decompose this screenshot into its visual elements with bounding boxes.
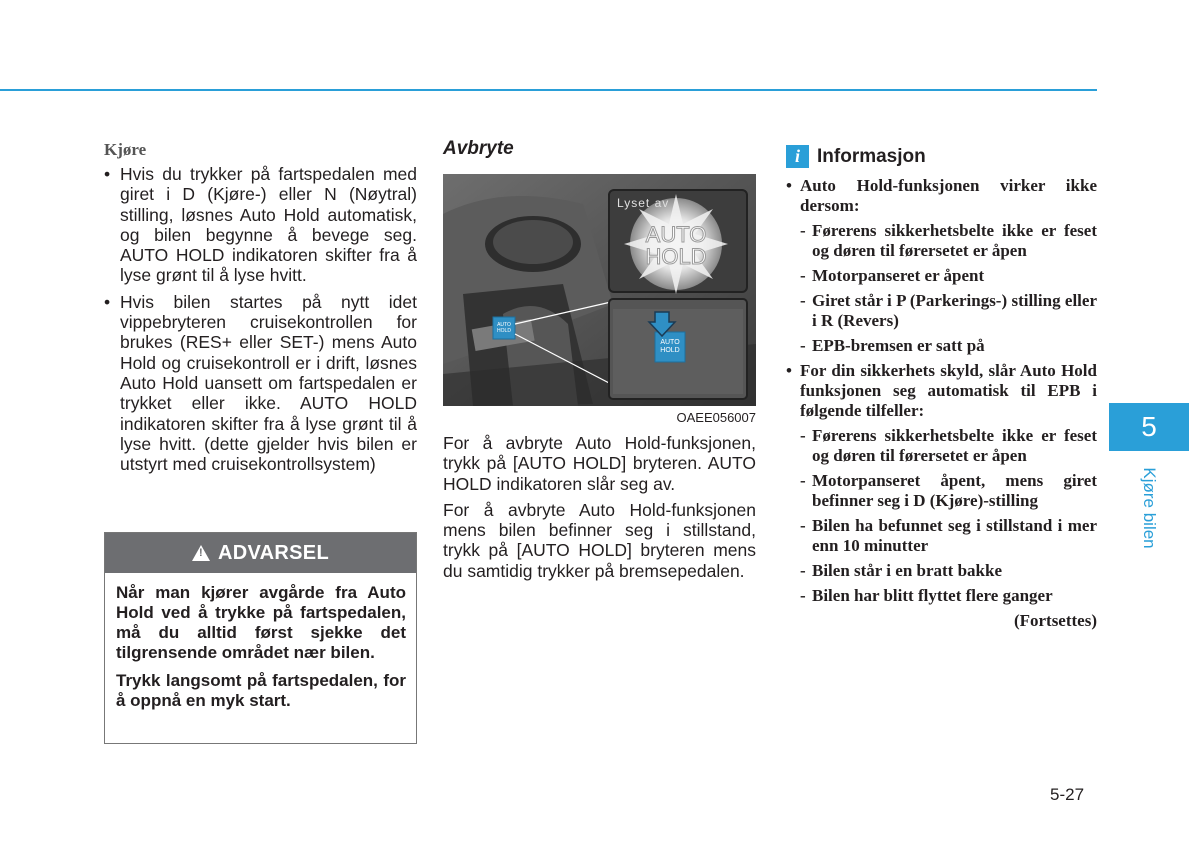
sub-list-item: - Bilen står i en bratt bakke	[800, 561, 1003, 580]
warning-body	[105, 573, 416, 711]
column-right	[786, 145, 1097, 631]
bullet-icon: •	[104, 291, 111, 312]
warning-header	[105, 533, 416, 573]
small-button-label: AUTO	[497, 322, 511, 328]
dash-icon: -	[800, 426, 806, 445]
section-heading-kjore: Kjøre	[104, 140, 147, 159]
paragraph: For å avbryte Auto Hold-funksjonen mens bilen befinner seg i stillstand, trykk på [AUTO HOLD] bryteren mens du samtidig trykker på bremsepedalen.	[443, 499, 756, 581]
dash-icon: -	[800, 471, 806, 490]
list-item: • For din sikkerhets skyld, slår Auto Hold funksjonen seg automatisk til EPB i følgende tilfeller: - Førerens sikkerhetsbelte ikke er feset og døren til førersetet er åpen - Motorpanseret åpent, mens giret befinner seg i D (Kjøre)-stilling - Bilen ha befunnet seg i stillstand i mer enn 10 minutter - Bilen står i en bratt bakke - Bilen har blitt flyttet flere ganger	[786, 361, 1097, 605]
auto-hold-big-label: HOLD	[645, 244, 707, 269]
list-item: • Auto Hold-funksjonen virker ikke dersom: - Førerens sikkerhetsbelte ikke er feset og døren til førersetet er åpen - Motorpanseret er åpent - Giret står i P (Parkerings-) stilling eller i R (Revers) - EPB-bremsen er satt på	[786, 176, 1097, 355]
top-rule	[0, 89, 1097, 91]
bullet-list	[104, 164, 417, 474]
dash-icon: -	[800, 561, 806, 580]
sub-list-item: - Førerens sikkerhetsbelte ikke er feset og døren til førersetet er åpen	[800, 221, 1097, 260]
bullet-icon: •	[786, 361, 792, 380]
dash-icon: -	[800, 336, 806, 355]
paragraph: For å avbryte Auto Hold-funksjonen, trykk på [AUTO HOLD] bryteren. AUTO HOLD indikatoren slår seg av.	[443, 433, 756, 494]
list-item: • Hvis du trykker på fartspedalen med giret i D (Kjøre-) eller N (Nøytral) stilling, løsnes Auto Hold automatisk, og bilen begynne å bevege seg. AUTO HOLD indikatoren skifter fra å lyse grønt til å lyse hvitt.	[104, 164, 417, 286]
sub-list-item: - Motorpanseret er åpent	[800, 266, 985, 285]
figure-code: OAEE056007	[676, 410, 756, 425]
chapter-tab	[1109, 403, 1189, 451]
bullet-icon: •	[786, 176, 792, 195]
column-middle	[443, 138, 756, 587]
list-item: • Hvis bilen startes på nytt idet vippebryteren cruisekontrollen for brukes (RES+ eller SET-) mens Auto Hold og cruisekontroll er i drift, løsnes Auto Hold uansett om fartspedalen er trykket eller ikke. AUTO HOLD indikatoren skifter fra å lyse grønt til å lyse hvitt. (dette gjelder hvis bilen er utstyrt med cruisekontrollsystem)	[104, 291, 417, 475]
sub-list-item: - Bilen ha befunnet seg i stillstand i mer enn 10 minutter	[800, 516, 1097, 555]
small-button-label: HOLD	[497, 328, 511, 334]
sub-list-item: - Giret står i P (Parkerings-) stilling eller i R (Revers)	[800, 291, 1097, 330]
info-list	[786, 176, 1097, 606]
info-title: Informasjon	[817, 145, 926, 167]
sub-list	[800, 426, 1097, 606]
warning-title: ADVARSEL	[218, 541, 329, 564]
dash-icon: -	[800, 516, 806, 535]
dash-icon: -	[800, 291, 806, 310]
info-header	[786, 145, 1097, 168]
section-heading-avbryte: Avbryte	[443, 138, 514, 159]
chapter-label: Kjøre bilen	[1140, 467, 1159, 549]
column-left	[104, 140, 417, 480]
continued-note: (Fortsettes)	[1013, 611, 1097, 630]
dash-icon: -	[800, 221, 806, 240]
page-number: 5-27	[1050, 785, 1085, 804]
sub-list-item: - EPB-bremsen er satt på	[800, 336, 985, 355]
sub-list-item: - Bilen har blitt flyttet flere ganger	[800, 586, 1053, 605]
chapter-number: 5	[1141, 411, 1157, 442]
inset-label-lyset-av: Lyset av	[617, 196, 670, 210]
warning-paragraph: Trykk langsomt på fartspedalen, for å oppnå en myk start.	[116, 671, 406, 710]
sub-list	[800, 221, 1097, 356]
warning-paragraph: Når man kjører avgårde fra Auto Hold ved å trykke på fartspedalen, må du alltid først sjekke det tilgrensende området nær bilen.	[116, 583, 406, 662]
warning-box	[104, 532, 417, 744]
auto-hold-big-label: AUTO	[645, 222, 707, 247]
inset-button-label: AUTO	[660, 339, 680, 346]
sub-list-item: - Førerens sikkerhetsbelte ikke er feset og døren til førersetet er åpen	[800, 426, 1097, 465]
warning-triangle-icon: !	[192, 545, 210, 561]
console-drawing	[443, 174, 756, 406]
console-illustration	[443, 174, 756, 406]
bullet-icon: •	[104, 164, 111, 184]
info-icon: i	[786, 145, 809, 168]
dash-icon: -	[800, 266, 806, 285]
inset-button-label: HOLD	[660, 347, 680, 354]
dash-icon: -	[800, 586, 806, 605]
sub-list-item: - Motorpanseret åpent, mens giret befinner seg i D (Kjøre)-stilling	[800, 471, 1097, 510]
